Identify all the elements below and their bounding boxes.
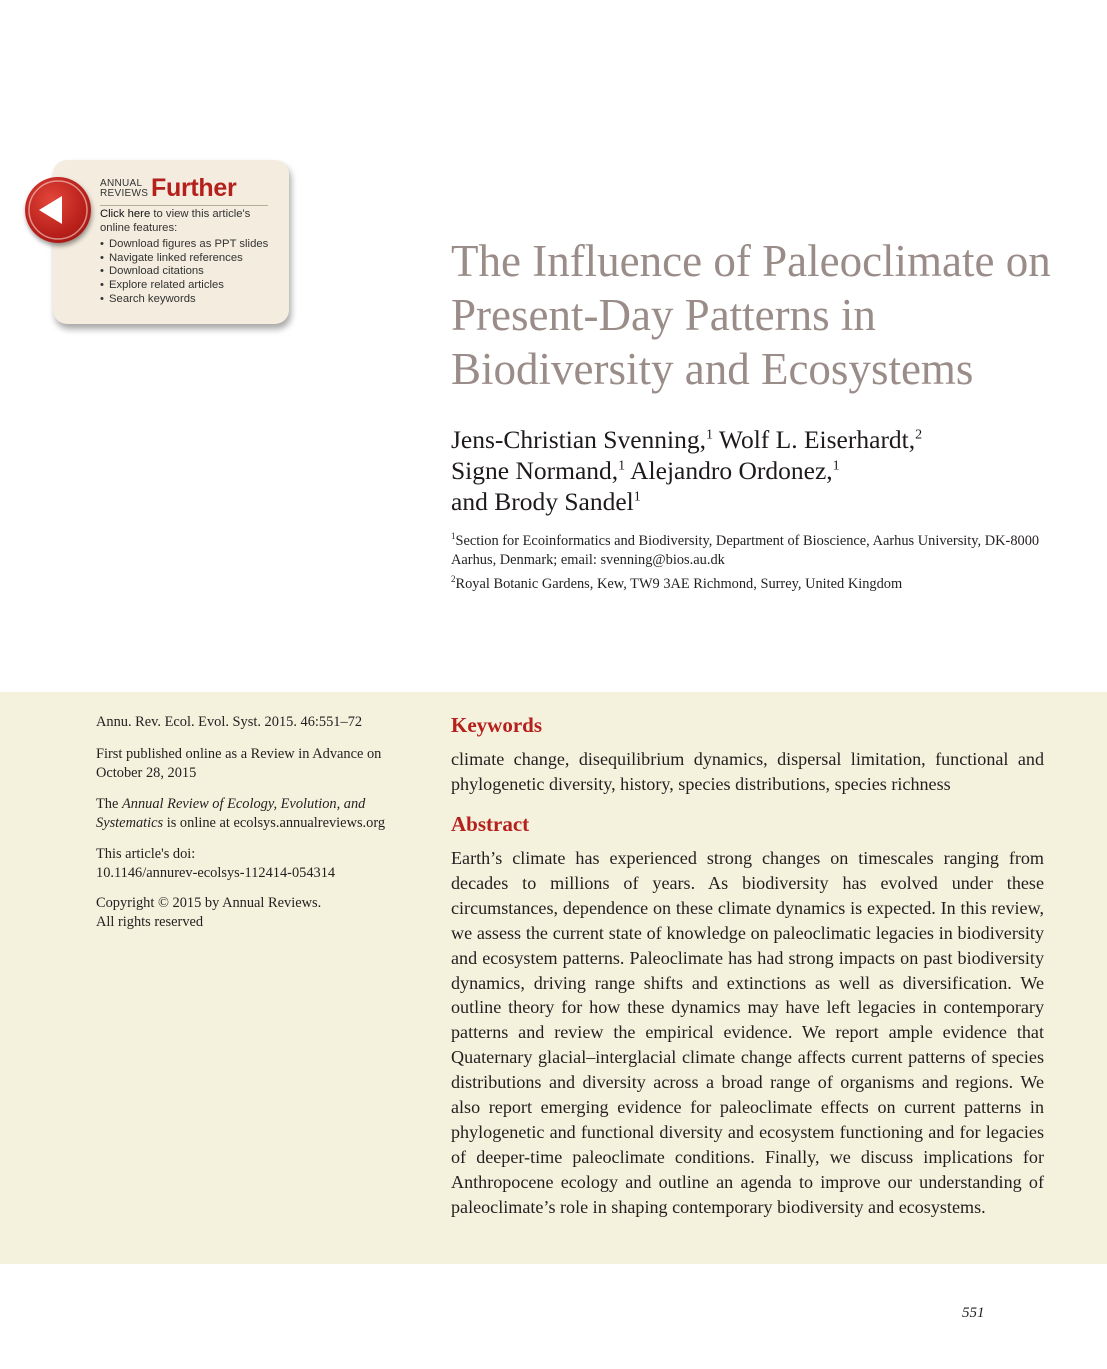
author-affiliation-marker: 1 bbox=[633, 489, 641, 505]
further-description bbox=[100, 208, 280, 306]
further-feature-list bbox=[100, 238, 280, 306]
feature-search-keywords[interactable]: • Search keywords bbox=[100, 293, 280, 307]
journal-pre: The bbox=[96, 796, 122, 812]
page-number: 551 bbox=[962, 1305, 985, 1321]
further-label: Further bbox=[151, 174, 237, 202]
author-affiliation-marker: 1 bbox=[706, 427, 713, 443]
affiliation-marker: 2 bbox=[451, 574, 456, 585]
annual-reviews-label: ANNUAL REVIEWS bbox=[100, 178, 149, 199]
author-name: and Brody Sandel bbox=[451, 487, 634, 516]
feature-download-citations[interactable]: • Download citations bbox=[100, 265, 280, 279]
abstract-text: Earth’s climate has experienced strong changes on timescales ranging from decades to millions of years. As biodiversity has evolved under these circumstances, dependence on these climate dynamics is expected. In this review, we assess the current state of knowledge on paleoclimatic legacies in biodiversity and ecosystem patterns. Paleoclimate has had strong impacts on past biodiversity dynamics, driving range shifts and extinctions as well as diversification. We outline theory for how these dynamics may have left legacies in contemporary patterns and review the empirical evidence. We report ample evidence that Quaternary glacial–interglacial climate change affects current patterns of species distributions and diversity across a broad range of organisms and regions. We also report emerging evidence for paleoclimate effects on current patterns in phylogenetic and functional diversity and ecosystem functioning and for legacies of deeper-time paleoclimate conditions. Finally, we discuss implications for Anthropocene ecology and outline an agenda to improve our understanding of paleoclimate’s role in shaping contemporary biodiversity and ecosystems. bbox=[451, 848, 1044, 1217]
article-title: The Influence of Paleoclimate on Present-Day Patterns in Biodiversity and Ecosystems bbox=[451, 236, 1051, 394]
feature-download-figures[interactable]: • Download figures as PPT slides bbox=[100, 238, 280, 252]
author-name: Jens-Christian Svenning, bbox=[451, 425, 706, 454]
feature-navigate-references[interactable]: • Navigate linked references bbox=[100, 252, 280, 266]
author-name: Wolf L. Eiserhardt, bbox=[718, 425, 916, 454]
further-intro-text: to view this article's online features: bbox=[100, 208, 251, 234]
keywords-text: climate change, disequilibrium dynamics, dispersal limitation, functional and phylogenetic diversity, history, species distributions, species richness bbox=[451, 749, 1044, 794]
click-here-link[interactable]: Click here bbox=[100, 208, 151, 220]
copyright-text: Copyright © 2015 by Annual Reviews. bbox=[96, 895, 322, 911]
doi-info bbox=[96, 845, 406, 883]
keywords-heading: Keywords bbox=[451, 713, 542, 737]
author-affiliation-marker: 1 bbox=[618, 458, 626, 474]
affiliation-2 bbox=[451, 575, 1051, 594]
affiliation-marker: 1 bbox=[451, 531, 456, 542]
author-name: Alejandro Ordonez, bbox=[630, 456, 833, 485]
doi-value[interactable]: 10.1146/annurev-ecolsys-112414-054314 bbox=[96, 865, 336, 881]
journal-info bbox=[96, 795, 401, 833]
copyright-info bbox=[96, 894, 406, 932]
further-divider bbox=[100, 205, 268, 206]
abstract-heading: Abstract bbox=[451, 812, 530, 836]
author-name: Signe Normand, bbox=[451, 456, 619, 485]
journal-name: Annual Review of Ecology, Evolution, and Systematics bbox=[96, 796, 366, 831]
feature-explore-articles[interactable]: • Explore related articles bbox=[100, 279, 280, 293]
affiliation-text: Royal Botanic Gardens, Kew, TW9 3AE Richmond, Surrey, United Kingdom bbox=[455, 576, 903, 592]
author-affiliation-marker: 1 bbox=[832, 458, 840, 474]
affiliation-1 bbox=[451, 532, 1051, 570]
author-affiliation-marker: 2 bbox=[915, 427, 923, 443]
journal-url-text: is online at ecolsys.annualreviews.org bbox=[163, 815, 386, 831]
author-list bbox=[451, 424, 1071, 517]
publication-date: First published online as a Review in Advance on October 28, 2015 bbox=[96, 746, 382, 781]
further-back-arrow-icon[interactable] bbox=[25, 177, 91, 243]
rights-text: All rights reserved bbox=[96, 914, 204, 930]
citation-info: Annu. Rev. Ecol. Evol. Syst. 2015. 46:551–72 bbox=[96, 714, 363, 730]
doi-label: This article's doi: bbox=[96, 846, 196, 862]
affiliation-text: Section for Ecoinformatics and Biodiversity, Department of Bioscience, Aarhus University, DK-8000 Aarhus, Denmark; email: svenning@bios.au.dk bbox=[451, 533, 1040, 568]
